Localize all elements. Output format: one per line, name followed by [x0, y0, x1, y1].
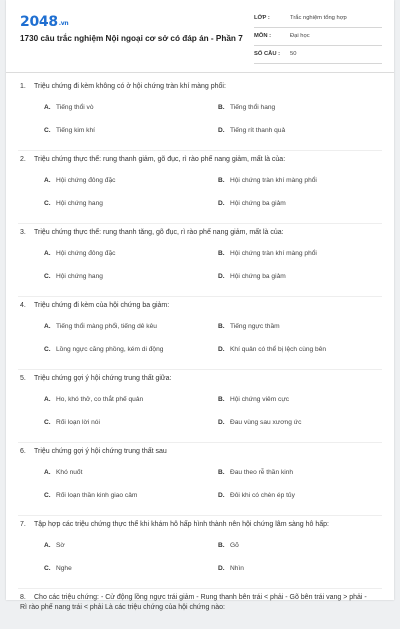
question-7: [6, 516, 394, 589]
question-4: [6, 297, 394, 370]
question-3: [6, 224, 394, 297]
option-a[interactable]: A. Sờ: [44, 542, 65, 549]
document-meta: [254, 12, 382, 66]
question-text: 5. Triệu chứng gợi ý hội chứng trung thất giữa:: [20, 375, 172, 382]
site-logo[interactable]: 2048.vn: [20, 14, 69, 30]
option-b[interactable]: B. Đau theo rễ thần kinh: [218, 469, 294, 476]
meta-key: MÔN :: [254, 33, 272, 39]
question-text: 1. Triệu chứng đi kèm không có ở hội chứng tràn khí màng phổi:: [20, 83, 226, 90]
meta-key: LỚP :: [254, 15, 270, 21]
meta-key: SỐ CÂU :: [254, 51, 281, 57]
option-c[interactable]: C. Rối loạn lời nói: [44, 419, 100, 426]
question-text: 4. Triệu chứng đi kèm của hội chứng ba giảm:: [20, 302, 170, 309]
header-divider: [6, 72, 394, 73]
question-5: [6, 370, 394, 443]
question-text: 7. Tập hợp các triệu chứng thực thể khi khám hô hấp hình thành nên hội chứng lâm sàng hô hấp:: [20, 521, 329, 528]
option-a[interactable]: A. Tiếng thổi màng phổi, tiếng dê kêu: [44, 323, 157, 330]
option-a[interactable]: A. Hội chứng đông đặc: [44, 250, 116, 257]
meta-row-count: [254, 48, 382, 64]
meta-row-class: [254, 12, 382, 28]
question-text: 6. Triệu chứng gợi ý hội chứng trung thất sau: [20, 448, 167, 455]
document-header: [6, 0, 394, 72]
option-d[interactable]: D. Hội chứng ba giảm: [218, 273, 286, 280]
option-b[interactable]: B. Tiếng thổi hang: [218, 104, 276, 111]
option-d[interactable]: D. Đôi khi có chèn ép tủy: [218, 492, 295, 499]
meta-value: 50: [290, 51, 297, 57]
option-d[interactable]: D. Tiếng rít thanh quả: [218, 127, 286, 134]
question-6: [6, 443, 394, 516]
question-1: [6, 78, 394, 151]
option-a[interactable]: A. Ho, khó thở, co thắt phế quản: [44, 396, 144, 403]
option-d[interactable]: D. Khí quản có thể bị lệch cùng bên: [218, 346, 327, 353]
option-a[interactable]: A. Tiếng thổi vò: [44, 104, 94, 111]
option-c[interactable]: C. Tiếng kim khí: [44, 127, 95, 134]
option-b[interactable]: B. Gõ: [218, 542, 239, 549]
option-a[interactable]: A. Hội chứng đông đặc: [44, 177, 116, 184]
option-b[interactable]: B. Tiếng ngực thầm: [218, 323, 280, 330]
question-list: [6, 78, 394, 629]
meta-value: Đại học: [290, 33, 310, 39]
meta-value: Trắc nghiệm tổng hợp: [290, 15, 347, 21]
option-b[interactable]: B. Hội chứng tràn khí màng phổi: [218, 177, 317, 184]
option-c[interactable]: C. Hội chứng hang: [44, 273, 103, 280]
question-text: 2. Triệu chứng thực thể: rung thanh giảm, gõ đục, rì rào phế nang giảm, mất là của:: [20, 156, 286, 163]
question-text: 8. Cho các triệu chứng: - Cử động lồng ngực trái giảm - Rung thanh bên trái < phải - Gõ bên trái vang > phải - Rì rào phế nang trái < phải Là các triệu chứng của hội chứng nào:: [20, 594, 367, 611]
document-page: [6, 0, 394, 611]
option-c[interactable]: C. Hội chứng hang: [44, 200, 103, 207]
option-b[interactable]: B. Hội chứng viêm cực: [218, 396, 290, 403]
option-a[interactable]: A. Khó nuốt: [44, 469, 83, 476]
option-d[interactable]: D. Nhìn: [218, 565, 244, 572]
meta-row-subject: [254, 30, 382, 46]
option-b[interactable]: B. Hội chứng tràn khí màng phổi: [218, 250, 317, 257]
question-text: 3. Triệu chứng thực thể: rung thanh tăng, gõ đục, rì rào phế nang giảm, mất là của:: [20, 229, 284, 236]
question-2: [6, 151, 394, 224]
option-c[interactable]: C. Rối loạn thần kinh giao cảm: [44, 492, 138, 499]
option-d[interactable]: D. Đau vùng sau xương ức: [218, 419, 302, 426]
option-d[interactable]: D. Hội chứng ba giảm: [218, 200, 286, 207]
option-c[interactable]: C. Nghe: [44, 565, 72, 572]
document-title: 1730 câu trắc nghiệm Nội ngoại cơ sở có đáp án - Phần 7: [20, 34, 243, 43]
option-c[interactable]: C. Lồng ngực căng phồng, kém di động: [44, 346, 164, 353]
question-8: [6, 589, 394, 629]
